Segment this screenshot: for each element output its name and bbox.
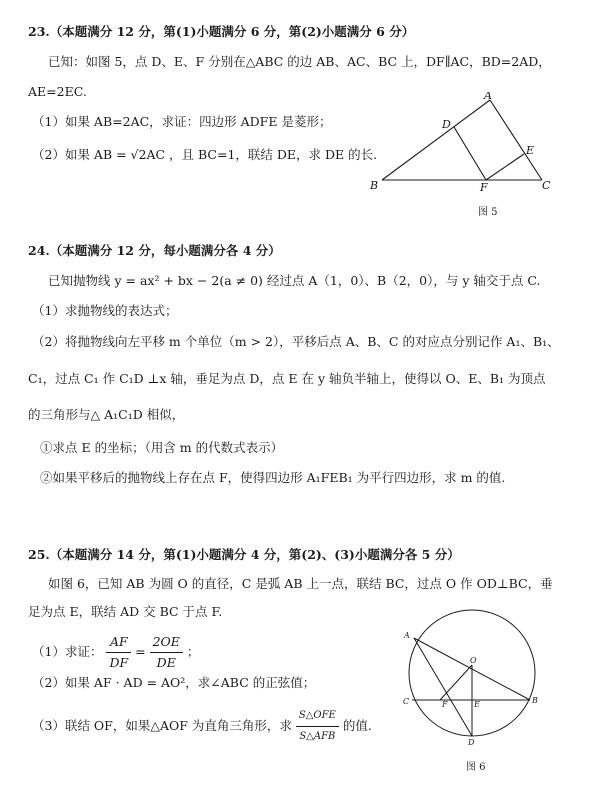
side-ac xyxy=(490,100,542,180)
q23-part2: （2）如果 AB = √2AC ，且 BC=1，联结 DE，求 DE 的长. xyxy=(32,147,378,162)
q24-part2-line2: C₁，过点 C₁ 作 C₁D ⊥x 轴，垂足为点 D，点 E 在 y 轴负半轴上，使得以 O、E、B₁ 为顶点 xyxy=(28,371,546,386)
fraction-numerator: S△OFE xyxy=(296,706,339,727)
q25-part3-prefix: （3）联结 OF，如果△AOF 为直角三角形，求 xyxy=(32,718,292,733)
q25-heading: 25.（本题满分 14 分，第(1)小题满分 4 分，第(2)、(3)小题满分各 5 分） xyxy=(28,547,460,562)
figure-6-circle xyxy=(400,603,550,751)
q24-given: 已知抛物线 y = ax² + bx − 2(a ≠ 0) 经过点 A（1，0）、B（2，0），与 y 轴交于点 C. xyxy=(48,273,541,288)
label-a: A xyxy=(404,631,410,640)
q25-part3-suffix: 的值. xyxy=(342,718,372,733)
q24-part1: （1）求抛物线的表达式； xyxy=(32,303,178,318)
q25-part2: （2）如果 AF · AD = AO²，求∠ABC 的正弦值； xyxy=(32,675,316,690)
segment-of xyxy=(440,665,472,700)
fraction-denominator: DE xyxy=(156,655,176,670)
label-e: E xyxy=(526,144,535,157)
q23-given-line1: 已知：如图 5，点 D、E、F 分别在△ABC 的边 AB、AC、BC 上，DF∥AC，BD=2AD， xyxy=(48,54,551,69)
fraction-denominator: S△AFB xyxy=(299,731,336,742)
q23-heading: 23.（本题满分 12 分，第(1)小题满分 6 分，第(2)小题满分 6 分） xyxy=(28,24,415,39)
q25-part1-suffix: ； xyxy=(186,644,200,659)
figure-5-triangle xyxy=(368,92,568,200)
q25-part1-prefix: （1）求证： xyxy=(32,644,103,659)
side-ab xyxy=(382,100,490,180)
figure-6-caption: 图 6 xyxy=(466,762,486,773)
q24-sub2: ②如果平移后的抛物线上存在点 F，使得四边形 A₁FEB₁ 为平行四边形，求 m 的值. xyxy=(40,470,506,485)
fraction-numerator: 2OE xyxy=(150,632,183,653)
label-e: E xyxy=(474,700,480,709)
fraction-2oe-de xyxy=(150,632,183,673)
fraction-numerator: AF xyxy=(106,632,131,653)
label-d: D xyxy=(468,738,475,747)
q25-given-line2: 足为点 E，联结 AD 交 BC 于点 F. xyxy=(28,604,223,619)
segment-df xyxy=(454,127,486,180)
label-f: F xyxy=(480,181,488,194)
q25-given-line1: 如图 6，已知 AB 为圆 O 的直径，C 是弧 AB 上一点，联结 BC，过点 O 作 OD⊥BC，垂 xyxy=(48,576,553,591)
equals-sign: = xyxy=(135,644,146,659)
q23-given-line2: AE=2EC. xyxy=(28,84,87,99)
q25-part1 xyxy=(32,632,199,673)
label-o: O xyxy=(470,656,477,665)
label-b: B xyxy=(532,696,538,705)
label-c: C xyxy=(403,697,410,706)
segment-fe xyxy=(486,154,524,180)
fraction-denominator: DF xyxy=(109,655,129,670)
q24-part2-line3: 的三角形与△ A₁C₁D 相似， xyxy=(28,407,185,422)
q25-part3 xyxy=(32,706,372,747)
q23-part1: （1）如果 AB=2AC，求证：四边形 ADFE 是菱形； xyxy=(32,114,332,129)
label-a: A xyxy=(484,92,492,102)
label-c: C xyxy=(542,179,551,192)
figure-5-caption: 图 5 xyxy=(478,207,498,218)
q24-heading: 24.（本题满分 12 分，每小题满分各 4 分） xyxy=(28,243,281,258)
fraction-af-df xyxy=(106,632,131,673)
fraction-area-ratio xyxy=(296,706,339,747)
segment-ad xyxy=(414,638,472,736)
label-f: F xyxy=(442,700,448,709)
label-b: B xyxy=(370,179,379,192)
q24-sub1: ①求点 E 的坐标；（用含 m 的代数式表示） xyxy=(40,440,284,455)
label-d: D xyxy=(442,118,451,131)
q24-part2-line1: （2）将抛物线向左平移 m 个单位（m > 2），平移后点 A、B、C 的对应点分别记作 A₁、B₁、 xyxy=(32,334,560,349)
